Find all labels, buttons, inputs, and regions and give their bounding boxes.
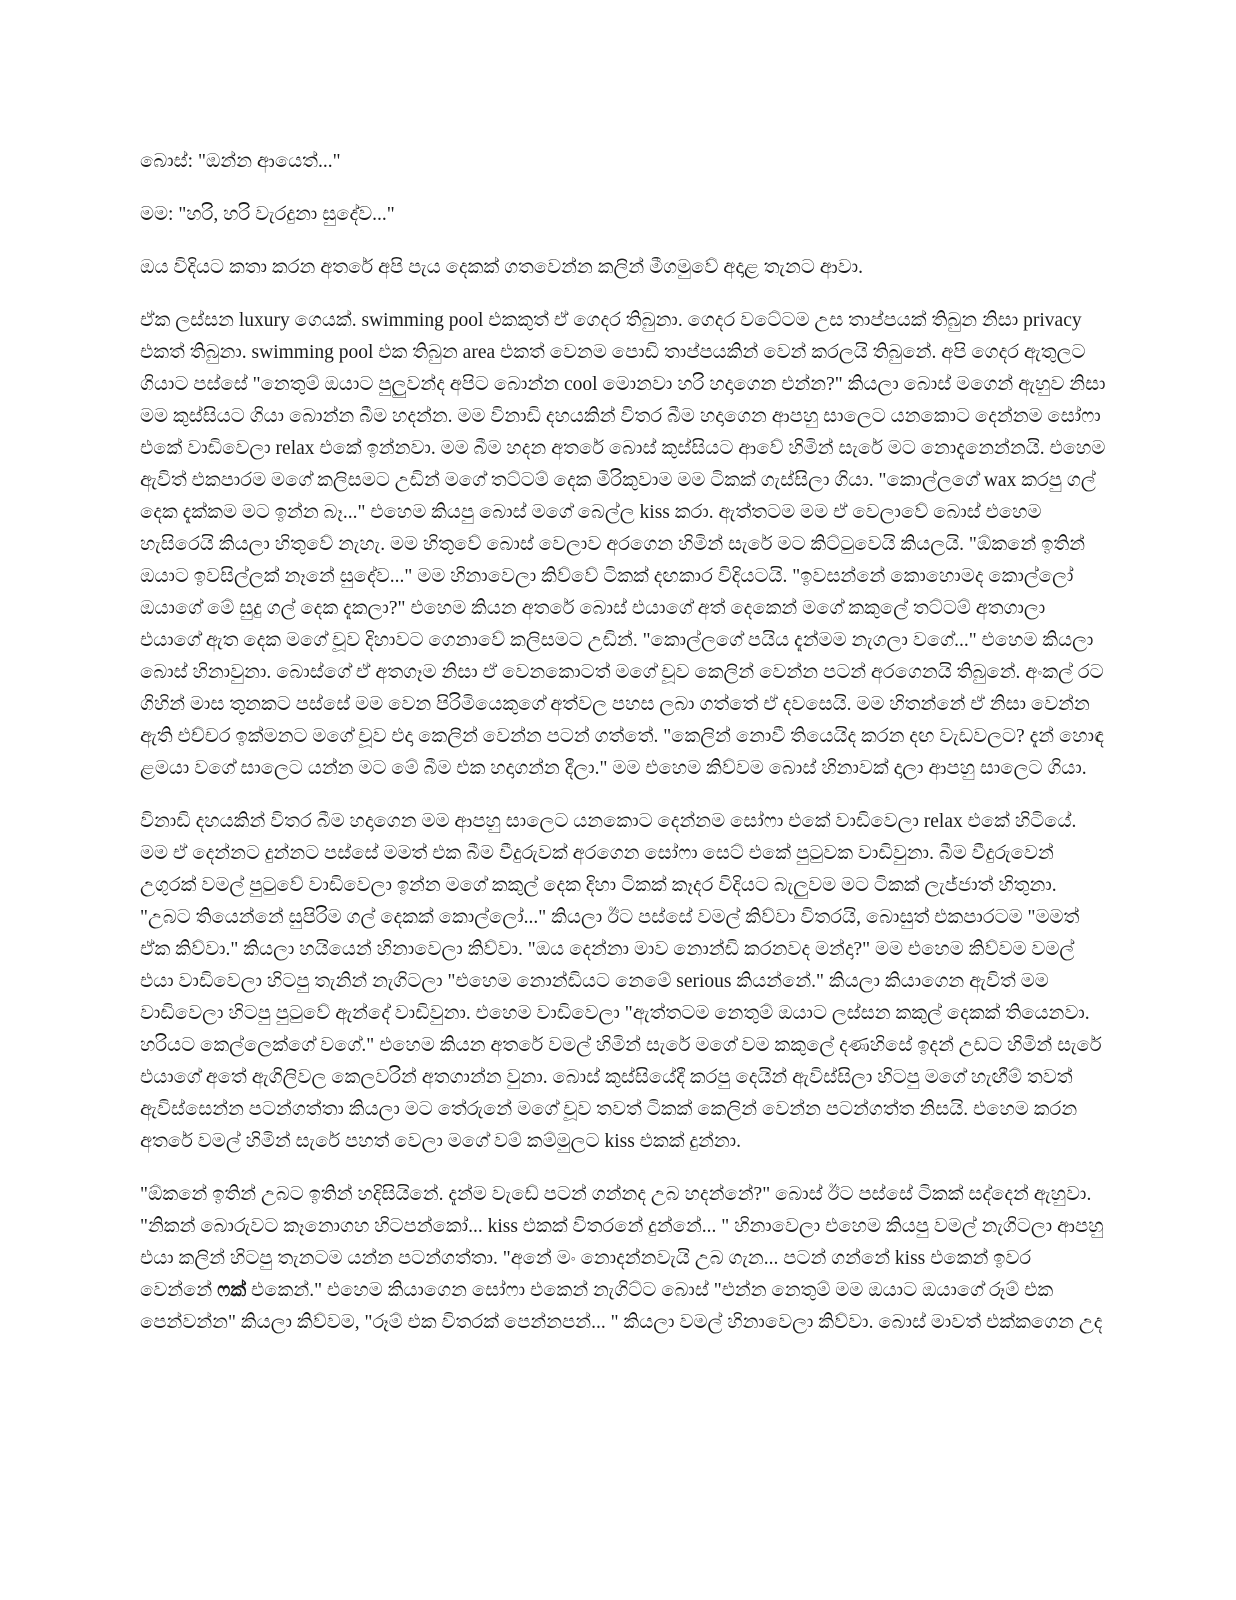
narration-final-run-1: "ඕකනේ ඉතින් උබට ඉතින් හදිසියිනේ. දැන්ම වැඩේ පටන් ගන්නද උබ හදන්නේ?" බොස් ඊට පස්සේ ටිකක් සද්දෙන් ඇහුවා. "නිකන් බොරුවට කෑනොගහ හිටපන්කෝ... kiss එකක් විතරනේ දුන්නේ... " හිනාවෙලා එහෙම කියපු වමල් නැගිටලා ආපහු එයා කලින් හිටපු තැනටම යන්න පටන්ගත්තා. "අනේ මං නොදන්නවැයි උබ ගැන... පටන් ගන්නේ kiss එකෙන් ඉවර වෙන්නේ: [140, 1184, 1104, 1301]
narration-final: [140, 1179, 1106, 1339]
narration-sofa: විනාඩි දහයකින් විතර බීම හදාගෙන මම ආපහු සාලෙට යනකොට දෙන්නම සෝෆා එකේ වාඩිවෙලා relax එකේ හිටියේ. මම ඒ දෙන්නට දුන්නට පස්සේ මමත් එක බීම වීදුරුවක් අරගෙන සෝෆා සෙට් එකේ පුටුවක වාඩිවුනා. බීම වීදුරුවෙන් උගුරක් වමල් පුටුවේ වාඩිවෙලා ඉන්න මගේ කකුල් දෙක දිහා ටිකක් කෑදර විදියට බැලුවම මට ටිකක් ලැජ්ජාත් හිතුනා. "උබට තියෙන්නේ සුපිරිම ගල් දෙකක් කොල්ලෝ..." කියලා ඊට පස්සේ වමල් කිව්වා විතරයි, බොසුත් එකපාරටම "මමත් ඒක කිව්වා." කියලා හයියෙන් හිනාවෙලා කිව්වා. "ඔය දෙන්නා මාව නොන්ඩි කරනවද මන්දා?" මම එහෙම කිව්වම වමල් එයා වාඩිවෙලා හිටපු තැනින් නැගිටලා "එහෙම නොන්ඩියට නෙමේ serious කියන්නේ." කියලා කියාගෙන ඇවිත් මම වාඩිවෙලා හිටපු පුටුවේ ඇන්දේ වාඩිවුනා. එහෙම වාඩිවෙලා "ඇත්තටම නෙතුම් ඔයාට ලස්සන කකුල් දෙකක් තියෙනවා. හරියට කෙල්ලෙක්ගේ වගේ." එහෙම කියන අතරේ වමල් හිමින් සැරේ මගේ වම කකුලේ දණහිසේ ඉදන් උඩට හිමින් සැරේ එයාගේ අතේ ඇගිලිවල කෙලවරින් අතගාන්න වුනා. බොස් කුස්සියේදී කරපු දෙයින් ඇවිස්සිලා හිටපු මගේ හැඟීම් තවත් ඇවිස්සෙන්න පටන්ගත්තා කියලා මට තේරුනේ මගේ චූව තවත් ටිකක් කෙලින් වෙන්න පටන්ගත්ත නිසයි. එහෙම කරන අතරේ වමල් හිමින් සැරේ පහත් වෙලා මගේ වම් කම්මුලට kiss එකක් දුන්නා.: [140, 811, 1102, 1152]
narration-final-run-2: එකෙන්." එහෙම කියාගෙන සෝෆා එකෙන් නැගිට්ට බොස් "එන්න නෙතුම් මම ඔයාට ඔයාගේ රූම් එක පෙන්වන්න" කියලා කිව්වම, "රූම් එක විතරක් පෙන්නපන්... " කියලා වමල් හිනාවෙලා කිව්වා. බොස් මාවත් එක්කගෙන උද: [140, 1280, 1103, 1333]
narration-final-run-bold: ෆක්: [217, 1280, 247, 1301]
narration-arrival: ඔය විදියට කතා කරන අතරේ අපි පැය දෙකක් ගතවෙන්න කලින් මීගමුවේ අදාළ තැනට ආවා.: [140, 257, 864, 278]
dialog-line-boss: බොස්: "ඔන්න ආයෙත්...": [140, 151, 341, 172]
dialog-line-me: මම: "හරි, හරි වැරදුනා සුදේව...": [140, 204, 395, 225]
narration-house: ඒක ලස්සන luxury ගෙයක්. swimming pool එකකුත් ඒ ගෙදර තිබුනා. ගෙදර වටේටම උස තාප්පයක් තිබුන නිසා privacy එකත් තිබුනා. swimming pool එක තිබුන area එකත් වෙනම පොඩි තාප්පයකින් වෙන් කරලයි තිබුනේ. අපි ගෙදර ඇතුලට ගියාට පස්සේ "නෙතුම් ඔයාට පුලුවන්ද අපිට බොන්න cool මොනවා හරි හදාගෙන එන්න?" කියලා බොස් මගෙන් ඇහුව නිසා මම කුස්සියට ගියා බොන්න බීම හදන්න. මම විනාඩි දහයකින් විතර බීම හදාගෙන ආපහු සාලෙට යනකොට දෙන්නම සෝෆා එකේ වාඩිවෙලා relax එකේ ඉන්නවා. මම බීම හදන අතරේ බොස් කුස්සියට ආවේ හිමින් සැරේ මට නොදැනෙන්නයි. එහෙම ඇවිත් එකපාරම මගේ කලිසමට උඩින් මගේ තට්ටම් දෙක මිරිකුවාම මම ටිකක් ගැස්සිලා ගියා. "කොල්ලගේ wax කරපු ගල් දෙක දැක්කම මට ඉන්න බෑ..." එහෙම කියපු බොස් මගේ බෙල්ල kiss කරා. ඇත්තටම මම ඒ වෙලාවේ බොස් එහෙම හැසිරෙයි කියලා හිතුවේ නැහැ. මම හිතුවේ බොස් වෙලාව අරගෙන හිමින් සැරේ මට කිට්ටුවෙයි කියලයි. "ඕකනේ ඉතින් ඔයාට ඉවසිල්ලක් නෑනේ සුදේව..." මම හිනාවෙලා කිව්වේ ටිකක් දඟකාර විදියටයි. "ඉවසන්නේ කොහොමද කොල්ලෝ ඔයාගේ මේ සුදු ගල් දෙක දැකලා?" එහෙම කියන අතරේ බොස් එයාගේ අත් දෙකෙන් මගේ කකුලේ තට්ටම් අතගාලා එයාගේ ඇත දෙක මගේ චූව දිහාවට ගෙනාවේ කලිසමට උඩින්. "කොල්ලගේ පයිය දැන්මම නැගලා වගේ..." එහෙම කියලා බොස් හිනාවුනා. බොස්ගේ ඒ අතගෑම නිසා ඒ වෙනකොටත් මගේ චූව කෙලින් වෙන්න පටන් අරගෙනයි තිබුනේ. අංකල් රට ගිහින් මාස තුනකට පස්සේ මම වෙන පිරිමියෙකුගේ අත්වල පහස ලබා ගත්තේ ඒ දවසෙයි. මම හිතන්නේ ඒ නිසා වෙන්න ඇති එච්චර ඉක්මනට මගේ චූව එදා කෙලින් වෙන්න පටන් ගත්තේ. "කෙලින් නොවී තියෙයිද කරන දඟ වැඩවලට? දැන් හොඳ ළමයා වගේ සාලෙට යන්න මට මේ බීම එක හදාගන්න දීලා." මම එහෙම කිව්වම බොස් හිනාවක් දාලා ආපහු සාලෙට ගියා.: [140, 310, 1106, 779]
